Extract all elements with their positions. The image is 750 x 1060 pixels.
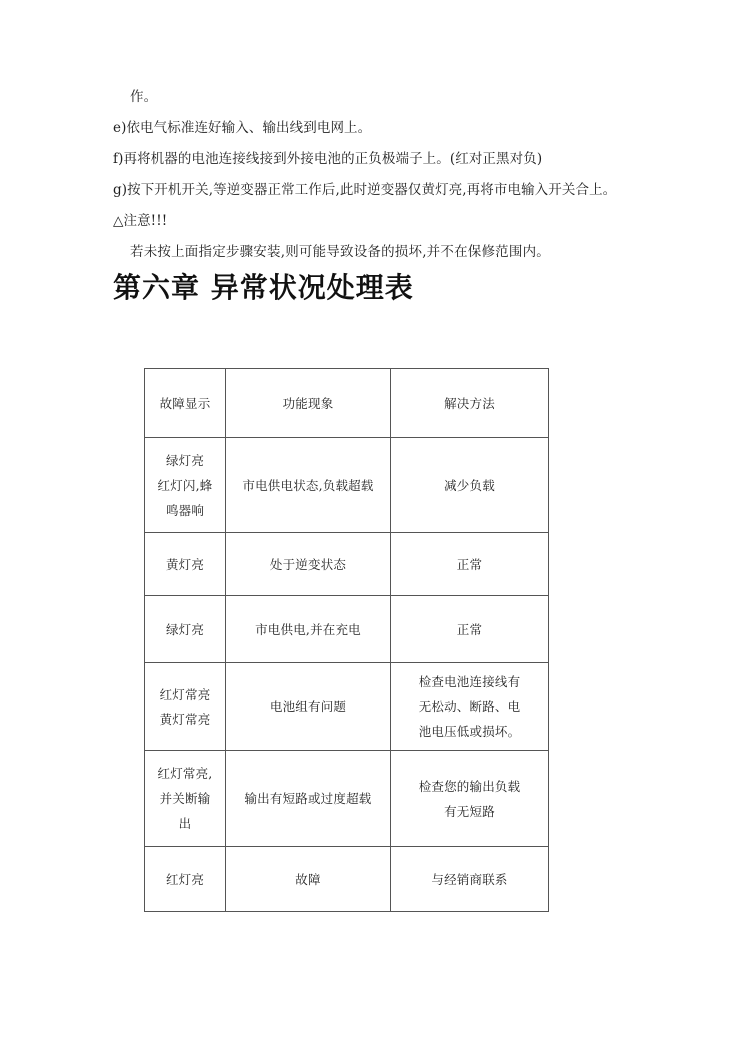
caution-notice-text: 若未按上面指定步骤安装,则可能导致设备的损坏,并不在保修范围内。 (130, 244, 550, 260)
cell-line: 故障 (295, 871, 321, 887)
cell-phenomenon (226, 438, 391, 533)
cell-display (145, 533, 226, 596)
cell-line: 市电供电状态,负载超载 (242, 477, 374, 493)
fault-handling-table (144, 368, 549, 912)
cell-display (145, 596, 226, 663)
cell-line: 电池组有问题 (269, 699, 347, 714)
paragraph-step-e: e)依电气标准连好输入、输出线到电网上。 (113, 120, 372, 136)
cell-phenomenon (226, 533, 391, 596)
cell-phenomenon (226, 847, 391, 912)
chapter-heading: 第六章 异常状况处理表 (113, 271, 414, 304)
cell-phenomenon (226, 751, 391, 847)
table-row (145, 533, 549, 596)
cell-line: 黄灯常亮 (159, 711, 211, 727)
cell-solution (391, 751, 549, 847)
cell-display (145, 438, 226, 533)
paragraph-continuation: 作。 (130, 89, 158, 105)
cell-line: 检查电池连接线有 (418, 674, 521, 689)
cell-solution (391, 663, 549, 751)
cell-line: 红灯常亮, (157, 766, 213, 781)
cell-line: 正常 (456, 621, 483, 637)
cell-line: 有无短路 (444, 803, 495, 819)
column-header-solution: 解决方法 (391, 369, 549, 438)
cell-line: 处于逆变状态 (269, 556, 347, 572)
cell-line: 市电供电,并在充电 (255, 621, 361, 637)
cell-line: 减少负载 (444, 477, 495, 493)
table-row (145, 847, 549, 912)
table-row (145, 596, 549, 663)
cell-display (145, 663, 226, 751)
table-row (145, 751, 549, 847)
cell-phenomenon (226, 596, 391, 663)
cell-line: 红灯常亮 (159, 686, 211, 702)
cell-line: 检查您的输出负载 (418, 778, 521, 794)
cell-solution (391, 596, 549, 663)
cell-line: 黄灯亮 (165, 556, 205, 572)
cell-line: 与经销商联系 (431, 871, 508, 887)
cell-line: 输出有短路或过度超载 (244, 791, 372, 806)
column-header-display: 故障显示 (145, 369, 226, 438)
paragraph-step-g: g)按下开机开关,等逆变器正常工作后,此时逆变器仅黄灯亮,再将市电输入开关合上。 (113, 182, 617, 198)
table-header-row (145, 369, 549, 438)
cell-line: 鸣器响 (165, 502, 205, 518)
caution-notice-label: △注意!!! (113, 213, 168, 229)
table-row (145, 438, 549, 533)
paragraph-step-f: f)再将机器的电池连接线接到外接电池的正负极端子上。(红对正黑对负) (113, 151, 543, 167)
cell-line: 绿灯亮 (165, 621, 205, 637)
cell-line: 红灯亮 (165, 871, 205, 887)
column-header-phenomenon: 功能现象 (226, 369, 391, 438)
fault-table-container (144, 368, 548, 912)
cell-line: 池电压低或损坏。 (418, 724, 521, 739)
cell-phenomenon (226, 663, 391, 751)
cell-display (145, 751, 226, 847)
cell-line: 红灯闪,蜂 (157, 477, 213, 493)
cell-line: 出 (178, 816, 192, 831)
cell-display (145, 847, 226, 912)
cell-line: 正常 (456, 556, 483, 572)
cell-line: 绿灯亮 (165, 452, 205, 468)
cell-solution (391, 438, 549, 533)
cell-solution (391, 847, 549, 912)
cell-line: 无松动、断路、电 (418, 699, 521, 714)
cell-solution (391, 533, 549, 596)
body-text-block (113, 82, 638, 268)
cell-line: 并关断输 (159, 791, 211, 806)
table-row (145, 663, 549, 751)
